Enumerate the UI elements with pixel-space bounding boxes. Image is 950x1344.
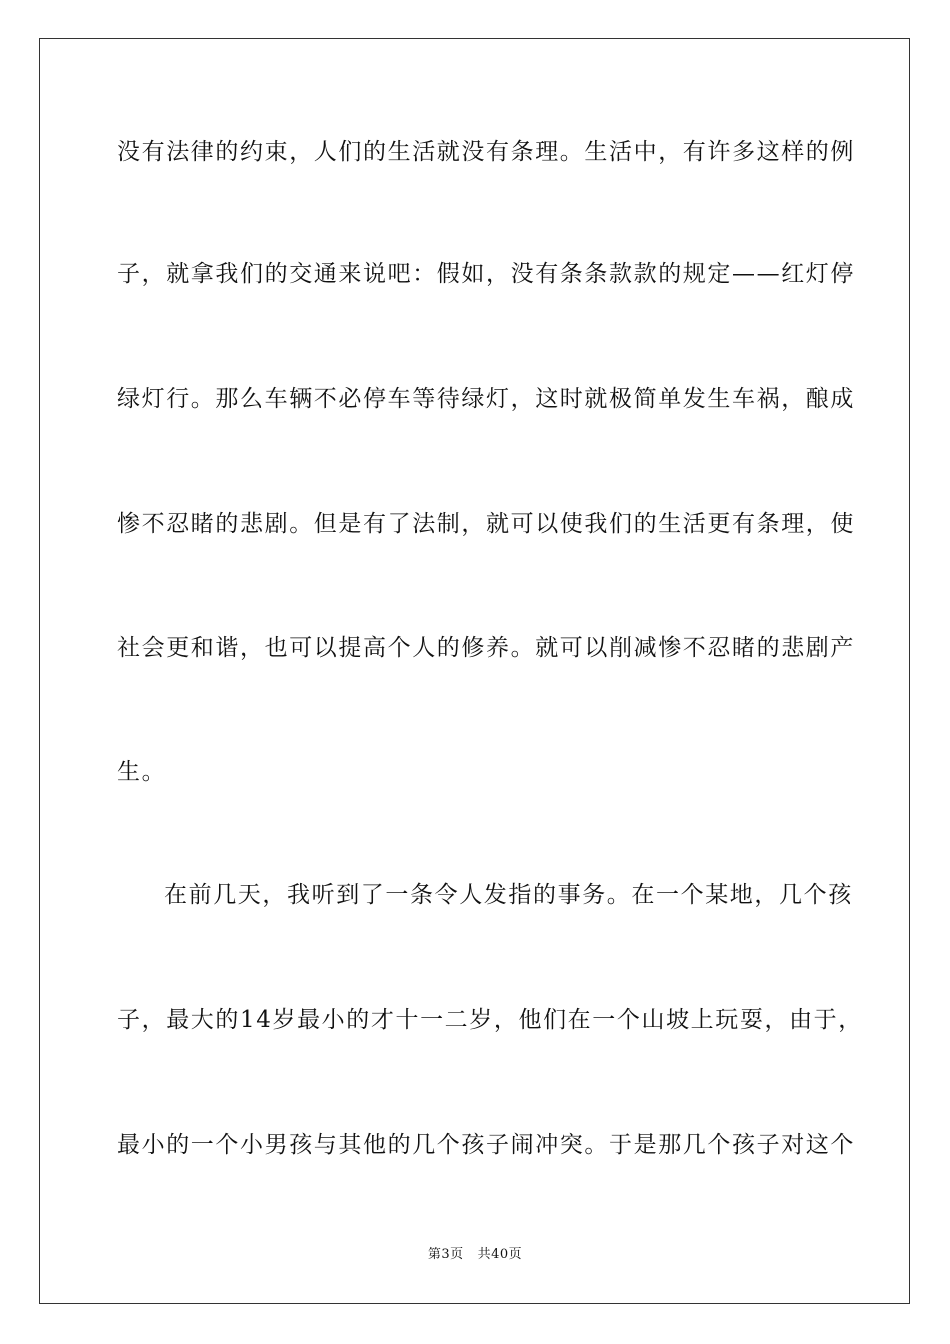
paragraph-line: 子，就拿我们的交通来说吧：假如，没有条条款款的规定——红灯停 <box>117 261 855 287</box>
page-footer <box>0 1246 950 1264</box>
paragraph-line: 最小的一个小男孩与其他的几个孩子闹冲突。于是那几个孩子对这个 <box>117 1132 855 1158</box>
page-total: 共40页 <box>477 1247 523 1262</box>
page-number: 第3页 <box>427 1247 464 1262</box>
paragraph-line: 绿灯行。那么车辆不必停车等待绿灯，这时就极简单发生车祸，酿成 <box>117 386 855 412</box>
paragraph-line: 社会更和谐，也可以提高个人的修养。就可以削减惨不忍睹的悲剧产 <box>117 635 855 661</box>
page-border <box>39 38 910 1304</box>
paragraph-line: 没有法律的约束，人们的生活就没有条理。生活中，有许多这样的例 <box>117 139 855 165</box>
paragraph-line: 惨不忍睹的悲剧。但是有了法制，就可以使我们的生活更有条理，使 <box>117 511 855 537</box>
paragraph-line-indented: 在前几天，我听到了一条令人发指的事务。在一个某地，几个孩 <box>164 882 853 908</box>
paragraph-line: 子，最大的14岁最小的才十一二岁，他们在一个山坡上玩耍，由于， <box>117 1007 863 1033</box>
paragraph-line: 生。 <box>117 759 167 785</box>
